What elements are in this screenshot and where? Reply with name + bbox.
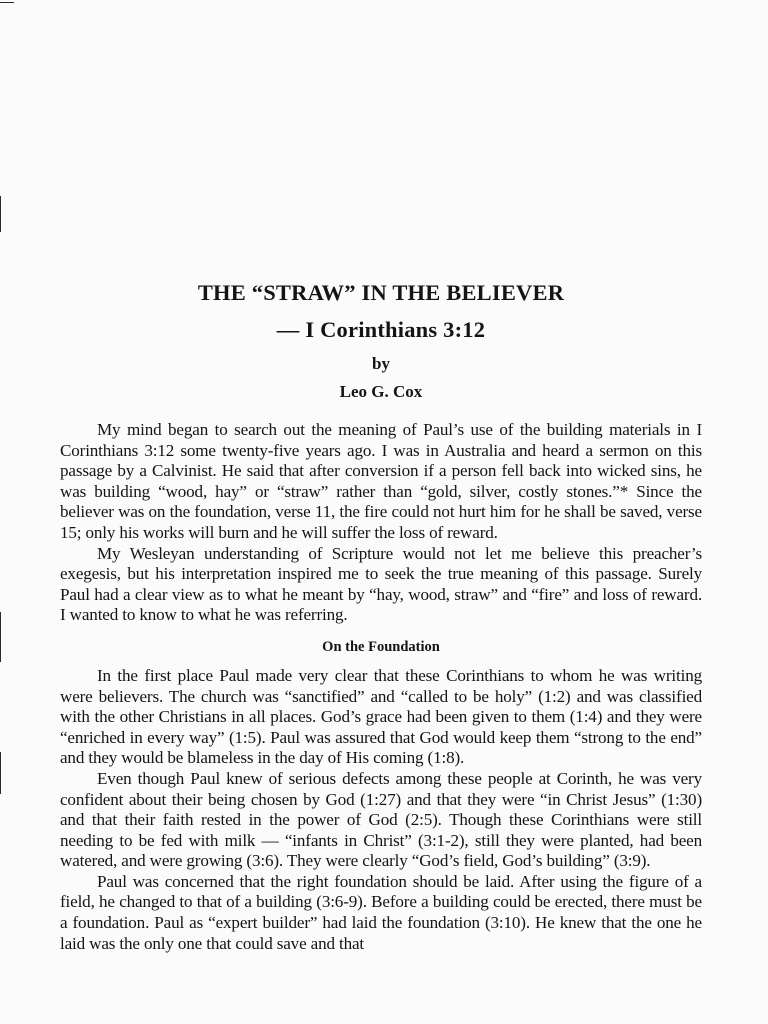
byline-label: by — [372, 354, 390, 373]
title-line: THE “STRAW” IN THE BELIEVER — [197, 280, 565, 305]
foundation-section — [60, 666, 702, 954]
scan-edge-mark — [0, 612, 1, 662]
title-subline: — I Corinthians 3:12 — [276, 317, 486, 342]
scan-edge-mark — [0, 196, 1, 232]
intro-section — [60, 420, 702, 626]
article-title — [60, 278, 702, 345]
paragraph: Paul was concerned that the right foundation should be laid. After using the figure of a field, he changed to that of a building (3:6-9). Before a building could be erected, there must be a foundation. Paul as “expert builder” had laid the foundation (3:10). He knew that the one he laid was the only one that could save and that — [60, 871, 702, 953]
scan-edge-mark — [0, 752, 1, 794]
section-heading: On the Foundation — [322, 638, 440, 655]
paragraph: In the first place Paul made very clear that these Corinthians to whom he was writing were believers. The church was “sanctified” and “called to be holy” (1:2) and was classified with the other Christians in all places. God’s grace had been given to them (1:4) and they were “enriched in every way” (1:5). Paul was assured that God would keep them “strong to the end” and they would be blameless in the day of His coming (1:8). — [60, 665, 702, 768]
paragraph: Even though Paul knew of serious defects among these people at Corinth, he was very confident about their being chosen by God (1:27) and that they were “in Christ Jesus” (1:30) and that their faith rested in the power of God (2:5). Though these Corinthians were still needing to be fed with milk — “infants in Christ” (3:1-2), still they were planted, had been watered, and were growing (3:6). They were clearly “God’s field, God’s building” (3:9). — [60, 768, 702, 871]
paragraph: My Wesleyan understanding of Scripture would not let me believe this preacher’s exegesis, but his interpretation inspired me to seek the true meaning of this passage. Surely Paul had a clear view as to what he meant by “hay, wood, straw” and “fire” and loss of reward. I wanted to know to what he was referring. — [60, 543, 702, 625]
author-name: Leo G. Cox — [339, 382, 423, 401]
article — [60, 278, 702, 954]
paragraph: My mind began to search out the meaning of Paul’s use of the building materials in I Corinthians 3:12 some twenty-five years ago. I was in Australia and heard a sermon on this passage by a Calvinist. He said that after conversion if a person fell back into wicked sins, he was building “wood, hay” or “straw” rather than “gold, silver, costly stones.”* Since the believer was on the foundation, verse 11, the fire could not hurt him for he shall be saved, verse 15; only his works will burn and he will suffer the loss of reward. — [60, 420, 702, 542]
scan-edge-mark — [0, 2, 14, 3]
